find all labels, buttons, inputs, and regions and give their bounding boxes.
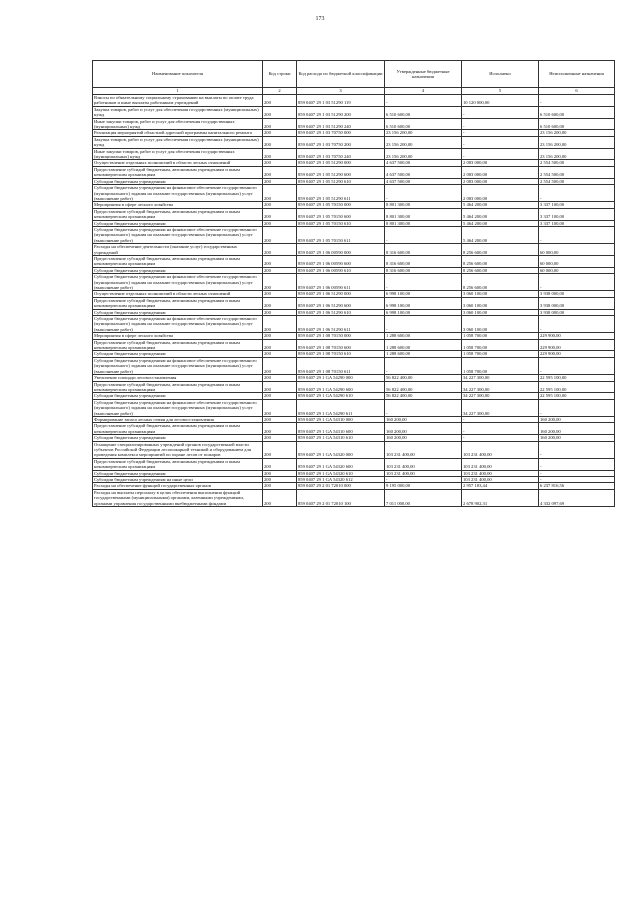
row-name-cell: Субсидии бюджетным учреждениям на финансовое обеспечение государственного (муниципального) задания на оказание государственных (муниципальных) услуг (выполнение работ) bbox=[93, 274, 263, 291]
row-executed-cell: 8 256 600,00 bbox=[462, 274, 539, 291]
row-executed-cell: 2 083 000,00 bbox=[462, 160, 539, 166]
row-name-cell: Субсидии бюджетным учреждениям на финансовое обеспечение государственного (муниципального) задания на оказание государственных (муниципальных) услуг (выполнение работ) bbox=[93, 357, 263, 374]
row-unexecuted-cell: 3 938 000,00 bbox=[539, 309, 615, 315]
row-kbk-cell: 859 0407 29 1 05 70150 000 bbox=[297, 202, 385, 208]
row-approved-cell: 160 200,00 bbox=[385, 416, 462, 422]
table-row bbox=[93, 399, 615, 416]
header-unexecuted: Неисполненные назначения bbox=[539, 61, 615, 88]
row-code-cell: 200 bbox=[263, 416, 297, 422]
row-approved-cell: 8 316 600,00 bbox=[385, 255, 462, 267]
table-row bbox=[93, 423, 615, 435]
row-name-cell: Расходы на обеспечение функций государственных органов bbox=[93, 483, 263, 489]
row-name-cell: Реализация мероприятий областной адресной программы капитального ремонта bbox=[93, 130, 263, 136]
table-row bbox=[93, 106, 615, 118]
row-code-cell: 200 bbox=[263, 339, 297, 351]
row-unexecuted-cell: 22 595 100,00 bbox=[539, 393, 615, 399]
row-unexecuted-cell: 229 900,00 bbox=[539, 339, 615, 351]
row-code-cell: 200 bbox=[263, 316, 297, 333]
row-unexecuted-cell: 229 900,00 bbox=[539, 333, 615, 339]
row-name-cell: Закупка товаров, работ и услуг для обеспечения государственных (муниципальных) нужд bbox=[93, 136, 263, 148]
table-row bbox=[93, 489, 615, 506]
row-kbk-cell: 859 0407 29 2 01 72010 000 bbox=[297, 483, 385, 489]
row-approved-cell: 8 316 600,00 bbox=[385, 244, 462, 256]
row-kbk-cell: 859 0407 29 1 GA 54310 610 bbox=[297, 435, 385, 441]
row-kbk-cell: 859 0407 29 1 GA 54290 000 bbox=[297, 375, 385, 381]
row-unexecuted-cell: 2 554 500,00 bbox=[539, 178, 615, 184]
row-executed-cell: 3 060 100,00 bbox=[462, 309, 539, 315]
row-executed-cell: 2 083 000,00 bbox=[462, 166, 539, 178]
row-approved-cell: 1 288 600,00 bbox=[385, 339, 462, 351]
row-code-cell: 200 bbox=[263, 489, 297, 506]
row-name-cell: Формирование запаса лесных семян для лесовосстановления bbox=[93, 416, 263, 422]
row-approved-cell: 103 231 400,00 bbox=[385, 441, 462, 458]
table-row bbox=[93, 118, 615, 130]
row-name-cell: Осуществление отдельных полномочий в области лесных отношений bbox=[93, 291, 263, 297]
table-row bbox=[93, 458, 615, 470]
row-approved-cell: 6 998 100,00 bbox=[385, 297, 462, 309]
row-code-cell: 200 bbox=[263, 208, 297, 220]
header-approved: Утвержденные бюджетные назначения bbox=[385, 61, 462, 88]
row-approved-cell: - bbox=[385, 185, 462, 202]
row-unexecuted-cell: 2 554 500,00 bbox=[539, 160, 615, 166]
row-executed-cell: 34 227 300,00 bbox=[462, 375, 539, 381]
row-unexecuted-cell: 60 000,00 bbox=[539, 267, 615, 273]
row-name-cell: Предоставление субсидий бюджетным, автономным учреждениям и иным некоммерческим организациям bbox=[93, 255, 263, 267]
row-name-cell: Предоставление субсидий бюджетным, автономным учреждениям и иным некоммерческим организациям bbox=[93, 297, 263, 309]
row-executed-cell: 3 060 100,00 bbox=[462, 291, 539, 297]
row-executed-cell: 34 227 300,00 bbox=[462, 399, 539, 416]
row-approved-cell: - bbox=[385, 399, 462, 416]
row-name-cell: Субсидии бюджетным учреждениям bbox=[93, 267, 263, 273]
row-approved-cell: 9 195 000,00 bbox=[385, 483, 462, 489]
row-unexecuted-cell: 4 332 097,69 bbox=[539, 489, 615, 506]
row-code-cell: 200 bbox=[263, 441, 297, 458]
row-executed-cell: 2 083 000,00 bbox=[462, 178, 539, 184]
column-number: 1 bbox=[93, 88, 263, 95]
row-name-cell: Субсидии бюджетным учреждениям bbox=[93, 435, 263, 441]
row-unexecuted-cell: - bbox=[539, 274, 615, 291]
row-executed-cell: - bbox=[462, 106, 539, 118]
row-kbk-cell: 859 0407 29 1 GA 54320 610 bbox=[297, 470, 385, 476]
column-number: 3 bbox=[297, 88, 385, 95]
row-name-cell: Оснащение специализированных учреждений органов государственной власти субъектов Российской Федерации лесопожарной техникой и оборудованием для проведения комплекса мероприятий по охране лесов от пожаров bbox=[93, 441, 263, 458]
row-executed-cell: - bbox=[462, 136, 539, 148]
row-unexecuted-cell: - bbox=[539, 185, 615, 202]
column-number: 6 bbox=[539, 88, 615, 95]
row-unexecuted-cell: 160 200,00 bbox=[539, 416, 615, 422]
row-unexecuted-cell: 229 900,00 bbox=[539, 351, 615, 357]
row-executed-cell: 8 256 600,00 bbox=[462, 267, 539, 273]
row-code-cell: 200 bbox=[263, 220, 297, 226]
row-executed-cell: 5 464 200,00 bbox=[462, 220, 539, 226]
row-unexecuted-cell: - bbox=[539, 316, 615, 333]
row-code-cell: 200 bbox=[263, 178, 297, 184]
row-code-cell: 200 bbox=[263, 106, 297, 118]
row-unexecuted-cell: 22 595 100,00 bbox=[539, 375, 615, 381]
table-row bbox=[93, 274, 615, 291]
row-kbk-cell: 859 0407 29 1 06 51290 000 bbox=[297, 291, 385, 297]
row-executed-cell: 8 256 600,00 bbox=[462, 255, 539, 267]
row-unexecuted-cell: 3 337 100,00 bbox=[539, 202, 615, 208]
row-code-cell: 200 bbox=[263, 423, 297, 435]
column-number: 2 bbox=[263, 88, 297, 95]
budget-table bbox=[92, 60, 615, 507]
column-number: 4 bbox=[385, 88, 462, 95]
table-row bbox=[93, 244, 615, 256]
row-approved-cell: 23 156 200,00 bbox=[385, 148, 462, 160]
header-code: Код строки bbox=[263, 61, 297, 88]
row-kbk-cell: 859 0407 29 1 GA 54290 600 bbox=[297, 381, 385, 393]
table-row bbox=[93, 208, 615, 220]
row-kbk-cell: 859 0407 29 1 03 70750 000 bbox=[297, 130, 385, 136]
row-executed-cell: 103 231 400,00 bbox=[462, 470, 539, 476]
row-unexecuted-cell: - bbox=[539, 458, 615, 470]
row-name-cell: Иные закупки товаров, работ и услуг для обеспечения государственных (муниципальных) нужд bbox=[93, 148, 263, 160]
row-kbk-cell: 859 0407 29 2 01 72010 100 bbox=[297, 489, 385, 506]
header-kbk: Код расхода по бюджетной классификации bbox=[297, 61, 385, 88]
row-name-cell: Субсидии бюджетным учреждениям bbox=[93, 470, 263, 476]
row-code-cell: 200 bbox=[263, 483, 297, 489]
row-executed-cell: 103 231 400,00 bbox=[462, 441, 539, 458]
row-executed-cell: 3 060 100,00 bbox=[462, 297, 539, 309]
row-executed-cell: 3 060 100,00 bbox=[462, 316, 539, 333]
row-kbk-cell: 859 0407 29 1 06 51290 611 bbox=[297, 316, 385, 333]
row-code-cell: 200 bbox=[263, 435, 297, 441]
row-kbk-cell: 859 0407 29 1 05 70150 611 bbox=[297, 226, 385, 243]
table-row bbox=[93, 166, 615, 178]
row-approved-cell: 6 510 600,00 bbox=[385, 118, 462, 130]
row-unexecuted-cell: 6 510 600,00 bbox=[539, 106, 615, 118]
row-approved-cell: 8 801 300,00 bbox=[385, 208, 462, 220]
row-code-cell: 200 bbox=[263, 393, 297, 399]
row-executed-cell: 34 227 300,00 bbox=[462, 393, 539, 399]
row-code-cell: 200 bbox=[263, 118, 297, 130]
row-code-cell: 200 bbox=[263, 95, 297, 107]
row-executed-cell: 34 227 300,00 bbox=[462, 381, 539, 393]
row-executed-cell: - bbox=[462, 416, 539, 422]
row-code-cell: 200 bbox=[263, 309, 297, 315]
row-name-cell: Предоставление субсидий бюджетным, автономным учреждениям и иным некоммерческим организациям bbox=[93, 166, 263, 178]
row-code-cell: 200 bbox=[263, 470, 297, 476]
row-code-cell: 200 bbox=[263, 160, 297, 166]
table-row bbox=[93, 316, 615, 333]
row-executed-cell: - bbox=[462, 118, 539, 130]
row-code-cell: 200 bbox=[263, 333, 297, 339]
row-kbk-cell: 859 0407 29 1 05 51290 611 bbox=[297, 185, 385, 202]
row-approved-cell: 56 822 400,00 bbox=[385, 393, 462, 399]
row-code-cell: 200 bbox=[263, 244, 297, 256]
row-name-cell: Субсидии бюджетным учреждениям bbox=[93, 220, 263, 226]
row-approved-cell: 56 822 400,00 bbox=[385, 381, 462, 393]
table-row bbox=[93, 381, 615, 393]
row-name-cell: Мероприятия в сфере лесного хозяйства bbox=[93, 333, 263, 339]
row-name-cell: Субсидии бюджетным учреждениям на финансовое обеспечение государственного (муниципального) задания на оказание государственных (муниципальных) услуг (выполнение работ) bbox=[93, 316, 263, 333]
row-unexecuted-cell: - bbox=[539, 226, 615, 243]
row-code-cell: 200 bbox=[263, 226, 297, 243]
row-code-cell: 200 bbox=[263, 291, 297, 297]
row-unexecuted-cell: 6 237 816,56 bbox=[539, 483, 615, 489]
row-code-cell: 200 bbox=[263, 148, 297, 160]
row-approved-cell: 1 288 600,00 bbox=[385, 333, 462, 339]
row-name-cell: Субсидии бюджетным учреждениям bbox=[93, 393, 263, 399]
row-unexecuted-cell: 160 200,00 bbox=[539, 423, 615, 435]
row-unexecuted-cell: - bbox=[539, 477, 615, 483]
row-executed-cell: 2 083 000,00 bbox=[462, 185, 539, 202]
row-approved-cell: 4 637 500,00 bbox=[385, 178, 462, 184]
row-approved-cell: 56 822 400,00 bbox=[385, 375, 462, 381]
row-executed-cell: - bbox=[462, 435, 539, 441]
row-executed-cell: - bbox=[462, 148, 539, 160]
row-unexecuted-cell: 160 200,00 bbox=[539, 435, 615, 441]
header-executed: Исполнено bbox=[462, 61, 539, 88]
row-kbk-cell: 859 0407 29 1 06 00590 600 bbox=[297, 255, 385, 267]
table-row bbox=[93, 339, 615, 351]
row-name-cell: Иные закупки товаров, работ и услуг для обеспечения государственных (муниципальных) нужд bbox=[93, 118, 263, 130]
row-approved-cell: - bbox=[385, 357, 462, 374]
row-executed-cell: 2 957 183,44 bbox=[462, 483, 539, 489]
row-name-cell: Предоставление субсидий бюджетным, автономным учреждениям и иным некоммерческим организациям bbox=[93, 423, 263, 435]
row-approved-cell: 23 156 200,00 bbox=[385, 136, 462, 148]
row-kbk-cell: 859 0407 29 1 06 00590 611 bbox=[297, 274, 385, 291]
row-executed-cell: 10 120 000,00 bbox=[462, 95, 539, 107]
row-unexecuted-cell: 3 337 100,00 bbox=[539, 220, 615, 226]
row-name-cell: Субсидии бюджетным учреждениям bbox=[93, 309, 263, 315]
row-executed-cell: - bbox=[462, 423, 539, 435]
row-kbk-cell: 859 0407 29 1 GA 54320 612 bbox=[297, 477, 385, 483]
row-kbk-cell: 859 0407 29 1 GA 54320 000 bbox=[297, 441, 385, 458]
row-unexecuted-cell: 3 337 100,00 bbox=[539, 208, 615, 220]
row-kbk-cell: 859 0407 29 1 03 51290 200 bbox=[297, 106, 385, 118]
row-kbk-cell: 859 0407 29 1 GA 54290 611 bbox=[297, 399, 385, 416]
row-unexecuted-cell: 3 938 000,00 bbox=[539, 297, 615, 309]
row-name-cell: Закупка товаров, работ и услуг для обеспечения государственных (муниципальных) нужд bbox=[93, 106, 263, 118]
row-unexecuted-cell: - bbox=[539, 95, 615, 107]
row-code-cell: 200 bbox=[263, 185, 297, 202]
row-kbk-cell: 859 0407 29 1 06 00590 000 bbox=[297, 244, 385, 256]
row-unexecuted-cell: 22 595 100,00 bbox=[539, 381, 615, 393]
row-name-cell: Субсидии бюджетным учреждениям на финансовое обеспечение государственного (муниципального) задания на оказание государственных (муниципальных) услуг (выполнение работ) bbox=[93, 226, 263, 243]
row-approved-cell: 6 998 100,00 bbox=[385, 291, 462, 297]
row-kbk-cell: 859 0407 29 1 08 70150 610 bbox=[297, 351, 385, 357]
row-name-cell: Субсидии бюджетным учреждениям на финансовое обеспечение государственного (муниципального) задания на оказание государственных (муниципальных) услуг (выполнение работ) bbox=[93, 185, 263, 202]
row-kbk-cell: 859 0407 29 1 03 51290 240 bbox=[297, 118, 385, 130]
row-approved-cell: 7 011 000,00 bbox=[385, 489, 462, 506]
row-approved-cell: 6 998 100,00 bbox=[385, 309, 462, 315]
row-name-cell: Мероприятия в сфере лесного хозяйства bbox=[93, 202, 263, 208]
row-unexecuted-cell: - bbox=[539, 441, 615, 458]
header-name: Наименование показателя bbox=[93, 61, 263, 88]
row-kbk-cell: 859 0407 29 1 GA 54290 610 bbox=[297, 393, 385, 399]
column-number-row bbox=[93, 88, 615, 95]
row-code-cell: 200 bbox=[263, 202, 297, 208]
row-unexecuted-cell: - bbox=[539, 399, 615, 416]
row-unexecuted-cell: 23 156 200,00 bbox=[539, 130, 615, 136]
row-approved-cell: 8 801 300,00 bbox=[385, 202, 462, 208]
row-code-cell: 200 bbox=[263, 274, 297, 291]
row-kbk-cell: 859 0407 29 1 05 51290 610 bbox=[297, 178, 385, 184]
row-kbk-cell: 859 0407 29 1 06 51290 600 bbox=[297, 297, 385, 309]
row-approved-cell: 103 231 400,00 bbox=[385, 458, 462, 470]
table-row bbox=[93, 148, 615, 160]
column-number: 5 bbox=[462, 88, 539, 95]
row-name-cell: Предоставление субсидий бюджетным, автономным учреждениям и иным некоммерческим организациям bbox=[93, 381, 263, 393]
row-name-cell: Осуществление отдельных полномочий в области лесных отношений bbox=[93, 160, 263, 166]
row-kbk-cell: 859 0407 29 1 03 70750 200 bbox=[297, 136, 385, 148]
table-row bbox=[93, 185, 615, 202]
row-executed-cell: 5 464 200,00 bbox=[462, 202, 539, 208]
row-approved-cell: 1 288 600,00 bbox=[385, 351, 462, 357]
table-row bbox=[93, 297, 615, 309]
table-row bbox=[93, 95, 615, 107]
row-code-cell: 200 bbox=[263, 399, 297, 416]
row-executed-cell: 2 678 902,31 bbox=[462, 489, 539, 506]
row-executed-cell: 1 058 700,00 bbox=[462, 351, 539, 357]
row-approved-cell: 160 200,00 bbox=[385, 423, 462, 435]
table-row bbox=[93, 255, 615, 267]
row-kbk-cell: 859 0407 29 1 GA 54320 600 bbox=[297, 458, 385, 470]
row-approved-cell: 160 200,00 bbox=[385, 435, 462, 441]
page-number: 173 bbox=[315, 16, 325, 22]
row-approved-cell: 6 510 600,00 bbox=[385, 106, 462, 118]
row-approved-cell: - bbox=[385, 95, 462, 107]
row-kbk-cell: 859 0407 29 1 03 51290 119 bbox=[297, 95, 385, 107]
row-name-cell: Расходы на выплаты персоналу в целях обеспечения выполнения функций государственными (муниципальными) органами, казенными учреждениями, органами управления государственными внебюджетными фондами bbox=[93, 489, 263, 506]
row-executed-cell: 1 058 700,00 bbox=[462, 333, 539, 339]
row-name-cell: Предоставление субсидий бюджетным, автономным учреждениям и иным некоммерческим организациям bbox=[93, 339, 263, 351]
row-unexecuted-cell: 6 510 600,00 bbox=[539, 118, 615, 130]
row-name-cell: Субсидии бюджетным учреждениям на финансовое обеспечение государственного (муниципального) задания на оказание государственных (муниципальных) услуг (выполнение работ) bbox=[93, 399, 263, 416]
table-row bbox=[93, 357, 615, 374]
row-unexecuted-cell: 60 000,00 bbox=[539, 255, 615, 267]
row-approved-cell: 8 316 600,00 bbox=[385, 267, 462, 273]
row-code-cell: 200 bbox=[263, 381, 297, 393]
row-approved-cell: - bbox=[385, 274, 462, 291]
row-approved-cell: - bbox=[385, 477, 462, 483]
row-executed-cell: 1 058 700,00 bbox=[462, 357, 539, 374]
row-kbk-cell: 859 0407 29 1 08 70150 611 bbox=[297, 357, 385, 374]
row-approved-cell: 4 637 500,00 bbox=[385, 160, 462, 166]
row-code-cell: 200 bbox=[263, 297, 297, 309]
row-kbk-cell: 859 0407 29 1 06 51290 610 bbox=[297, 309, 385, 315]
row-code-cell: 200 bbox=[263, 351, 297, 357]
row-code-cell: 200 bbox=[263, 477, 297, 483]
row-executed-cell: 103 231 400,00 bbox=[462, 477, 539, 483]
row-executed-cell: 1 058 700,00 bbox=[462, 339, 539, 351]
row-executed-cell: - bbox=[462, 130, 539, 136]
row-name-cell: Предоставление субсидий бюджетным, автономным учреждениям и иным некоммерческим организациям bbox=[93, 208, 263, 220]
row-unexecuted-cell: 60 000,00 bbox=[539, 244, 615, 256]
row-approved-cell: 4 637 500,00 bbox=[385, 166, 462, 178]
row-unexecuted-cell: - bbox=[539, 357, 615, 374]
row-name-cell: Субсидии бюджетным учреждениям bbox=[93, 178, 263, 184]
row-approved-cell: - bbox=[385, 316, 462, 333]
row-name-cell: Увеличение площади лесовосстановления bbox=[93, 375, 263, 381]
row-code-cell: 200 bbox=[263, 357, 297, 374]
row-code-cell: 200 bbox=[263, 136, 297, 148]
row-kbk-cell: 859 0407 29 1 08 70150 600 bbox=[297, 339, 385, 351]
row-code-cell: 200 bbox=[263, 166, 297, 178]
row-name-cell: Расходы на обеспечение деятельности (оказание услуг) государственных учреждений bbox=[93, 244, 263, 256]
row-executed-cell: 5 464 200,00 bbox=[462, 226, 539, 243]
table-row bbox=[93, 226, 615, 243]
row-name-cell: Взносы по обязательному социальному страхованию на выплаты по оплате труда работников и иные выплаты работникам учреждений bbox=[93, 95, 263, 107]
table-row bbox=[93, 136, 615, 148]
row-name-cell: Предоставление субсидий бюджетным, автономным учреждениям и иным некоммерческим организациям bbox=[93, 458, 263, 470]
row-name-cell: Субсидии бюджетным учреждениям bbox=[93, 351, 263, 357]
row-name-cell: Субсидии бюджетным учреждениям на иные цели bbox=[93, 477, 263, 483]
row-kbk-cell: 859 0407 29 1 05 51290 600 bbox=[297, 166, 385, 178]
row-kbk-cell: 859 0407 29 1 GA 54310 000 bbox=[297, 416, 385, 422]
row-code-cell: 200 bbox=[263, 255, 297, 267]
row-kbk-cell: 859 0407 29 1 GA 54310 600 bbox=[297, 423, 385, 435]
row-code-cell: 200 bbox=[263, 458, 297, 470]
row-code-cell: 200 bbox=[263, 130, 297, 136]
row-approved-cell: 8 801 300,00 bbox=[385, 220, 462, 226]
table-row bbox=[93, 441, 615, 458]
row-kbk-cell: 859 0407 29 1 05 70150 600 bbox=[297, 208, 385, 220]
row-code-cell: 200 bbox=[263, 267, 297, 273]
header-row bbox=[93, 61, 615, 88]
row-code-cell: 200 bbox=[263, 375, 297, 381]
row-unexecuted-cell: - bbox=[539, 470, 615, 476]
row-kbk-cell: 859 0407 29 1 03 70750 240 bbox=[297, 148, 385, 160]
row-executed-cell: 5 464 200,00 bbox=[462, 208, 539, 220]
row-approved-cell: 103 231 400,00 bbox=[385, 470, 462, 476]
row-unexecuted-cell: 3 938 000,00 bbox=[539, 291, 615, 297]
row-kbk-cell: 859 0407 29 1 05 70150 610 bbox=[297, 220, 385, 226]
row-approved-cell: 23 156 200,00 bbox=[385, 130, 462, 136]
row-kbk-cell: 859 0407 29 1 06 00590 610 bbox=[297, 267, 385, 273]
row-unexecuted-cell: 23 156 200,00 bbox=[539, 136, 615, 148]
row-executed-cell: 103 231 400,00 bbox=[462, 458, 539, 470]
row-executed-cell: 8 256 600,00 bbox=[462, 244, 539, 256]
row-kbk-cell: 859 0407 29 1 08 70150 000 bbox=[297, 333, 385, 339]
row-approved-cell: - bbox=[385, 226, 462, 243]
row-unexecuted-cell: 23 156 200,00 bbox=[539, 148, 615, 160]
row-kbk-cell: 859 0407 29 1 05 51290 000 bbox=[297, 160, 385, 166]
row-unexecuted-cell: 2 554 500,00 bbox=[539, 166, 615, 178]
